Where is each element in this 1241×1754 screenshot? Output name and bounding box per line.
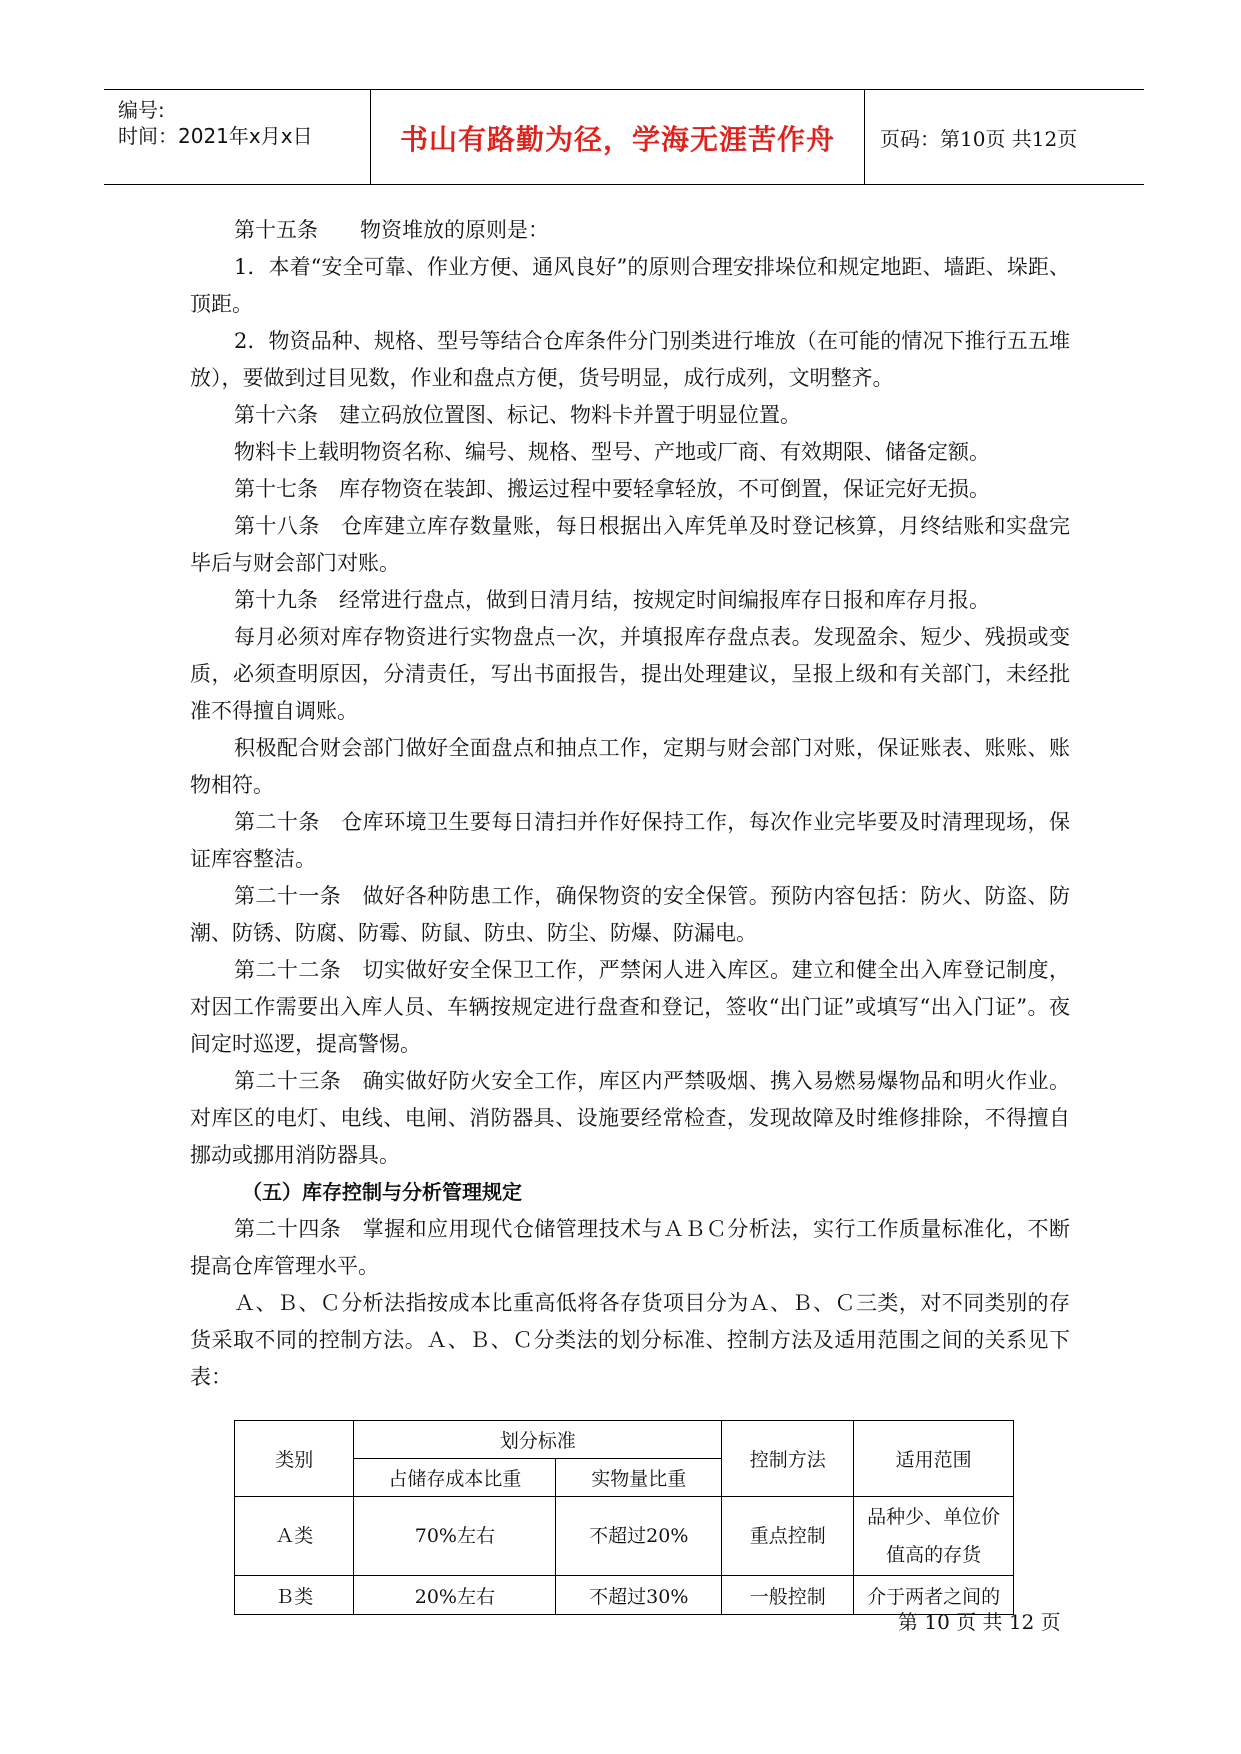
table-cell-quantity-ratio: 不超过30%: [556, 1576, 722, 1615]
table-cell-category: Ａ类: [235, 1497, 354, 1576]
article-15-item-1: 1．本着“安全可靠、作业方便、通风良好”的原则合理安排垛位和规定地距、墙距、垛距、顶距。: [190, 255, 1070, 316]
table-cell-category: Ｂ类: [235, 1576, 354, 1615]
date-label: 时间：2021年x月x日: [118, 124, 313, 148]
page-header: [104, 89, 1144, 185]
table-header-scope: 适用范围: [854, 1421, 1014, 1497]
slogan-text: 书山有路勤为径，学海无涯苦作舟: [399, 123, 835, 156]
header-page-cell: [866, 90, 1144, 184]
header-page-number: 页码：第10页 共12页: [880, 127, 1078, 151]
table-cell-control: 一般控制: [722, 1576, 854, 1615]
table-header-cost-ratio: 占储存成本比重: [354, 1459, 556, 1497]
section-heading: （五）库存控制与分析管理规定: [242, 1180, 522, 1204]
monthly-inventory-note: 每月必须对库存物资进行实物盘点一次，并填报库存盘点表。发现盈余、短少、残损或变质，必须查明原因，分清责任，写出书面报告，提出处理建议，呈报上级和有关部门，未经批准不得擅自调账。: [190, 625, 1070, 723]
table-cell-cost-ratio: 70%左右: [354, 1497, 556, 1576]
footer-page-number: 第 10 页 共 12 页: [898, 1610, 1061, 1634]
table-header-category: 类别: [235, 1421, 354, 1497]
header-meta-cell: [104, 90, 371, 184]
article-17: 第十七条 库存物资在装卸、搬运过程中要轻拿轻放，不可倒置，保证完好无损。: [234, 477, 990, 501]
table-cell-control: 重点控制: [722, 1497, 854, 1576]
article-15-item-2: 2．物资品种、规格、型号等结合仓库条件分门别类进行堆放（在可能的情况下推行五五堆放），要做到过目见数，作业和盘点方便，货号明显，成行成列，文明整齐。: [190, 329, 1070, 390]
table-header-quantity-ratio: 实物量比重: [556, 1459, 722, 1497]
article-16: 第十六条 建立码放位置图、标记、物料卡并置于明显位置。: [234, 403, 801, 427]
article-24: 第二十四条 掌握和应用现代仓储管理技术与ＡＢＣ分析法，实行工作质量标准化，不断提高仓库管理水平。: [190, 1217, 1070, 1278]
table-cell-quantity-ratio: 不超过20%: [556, 1497, 722, 1576]
article-22: 第二十二条 切实做好安全保卫工作，严禁闲人进入库区。建立和健全出入库登记制度，对因工作需要出入库人员、车辆按规定进行盘查和登记，签收“出门证”或填写“出入门证”。夜间定时巡逻，提高警惕。: [190, 958, 1070, 1056]
article-23: 第二十三条 确实做好防火安全工作，库区内严禁吸烟、携入易燃易爆物品和明火作业。对库区的电灯、电线、电闸、消防器具、设施要经常检查，发现故障及时维修排除，不得擅自挪动或挪用消防器具。: [190, 1069, 1070, 1167]
table-header-standard: 划分标准: [354, 1421, 722, 1459]
article-21: 第二十一条 做好各种防患工作，确保物资的安全保管。预防内容包括：防火、防盗、防潮、防锈、防腐、防霉、防鼠、防虫、防尘、防爆、防漏电。: [190, 884, 1070, 945]
article-15: 第十五条 物资堆放的原则是：: [234, 218, 549, 242]
serial-number-label: 编号:: [118, 98, 165, 122]
reconciliation-note: 积极配合财会部门做好全面盘点和抽点工作，定期与财会部门对账，保证账表、账账、账物相符。: [190, 736, 1070, 797]
article-18: 第十八条 仓库建立库存数量账，每日根据出入库凭单及时登记核算，月终结账和实盘完毕后与财会部门对账。: [190, 514, 1070, 575]
table-row: [235, 1497, 1014, 1576]
table-cell-scope: 品种少、单位价值高的存货: [854, 1497, 1014, 1576]
abc-classification-table: [234, 1420, 1014, 1615]
article-20: 第二十条 仓库环境卫生要每日清扫并作好保持工作，每次作业完毕要及时清理现场，保证库容整洁。: [190, 810, 1070, 871]
table-row: [235, 1576, 1014, 1615]
material-card-note: 物料卡上载明物资名称、编号、规格、型号、产地或厂商、有效期限、储备定额。: [234, 440, 990, 464]
abc-analysis-note: Ａ、Ｂ、Ｃ分析法指按成本比重高低将各存货项目分为Ａ、Ｂ、Ｃ三类，对不同类别的存货采取不同的控制方法。Ａ、Ｂ、Ｃ分类法的划分标准、控制方法及适用范围之间的关系见下表：: [190, 1291, 1070, 1389]
table-cell-scope: 介于两者之间的: [854, 1576, 1014, 1615]
document-body: [190, 212, 1070, 1396]
header-slogan-cell: [371, 90, 865, 184]
table-header-control: 控制方法: [722, 1421, 854, 1497]
table-cell-cost-ratio: 20%左右: [354, 1576, 556, 1615]
article-19: 第十九条 经常进行盘点，做到日清月结，按规定时间编报库存日报和库存月报。: [234, 588, 990, 612]
